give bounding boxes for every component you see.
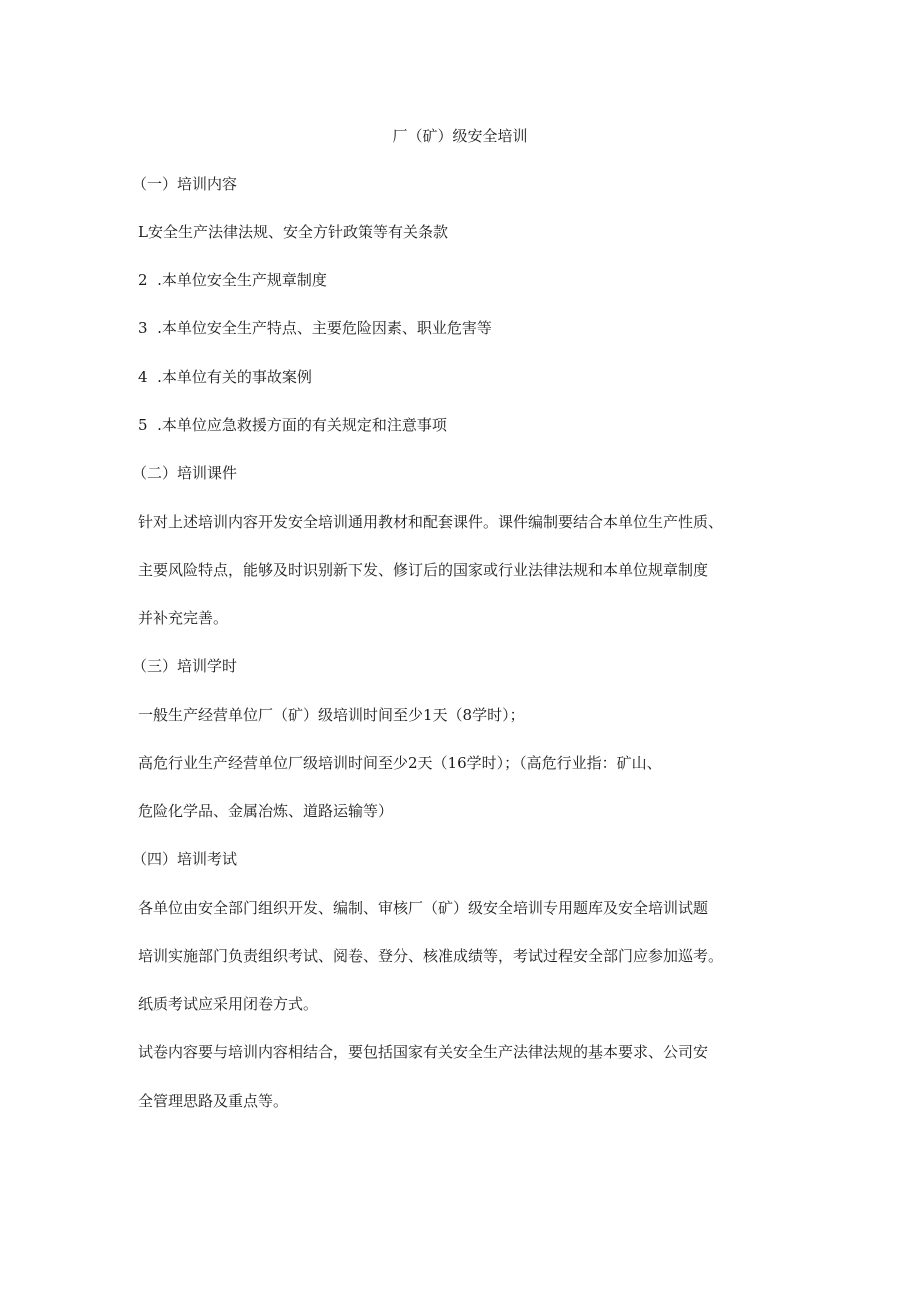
list-item: 5 .本单位应急救援方面的有关规定和注意事项 <box>138 416 447 434</box>
paragraph-line: 一般生产经营单位厂（矿）级培训时间至少1天（8学时）； <box>138 706 525 724</box>
list-item: 2 .本单位安全生产规章制度 <box>138 271 327 289</box>
paragraph-line: 主要风险特点，能够及时识别新下发、修订后的国家或行业法律法规和本单位规章制度 <box>138 561 709 579</box>
list-item: L安全生产法律法规、安全方针政策等有关条款 <box>138 223 448 241</box>
paragraph-line: 全管理思路及重点等。 <box>138 1092 289 1110</box>
paragraph-line: 试卷内容要与培训内容相结合，要包括国家有关安全生产法律法规的基本要求、公司安 <box>138 1043 709 1061</box>
list-item: 4 .本单位有关的事故案例 <box>138 368 312 386</box>
paragraph-line: 并补充完善。 <box>138 609 229 627</box>
paragraph-line: 纸质考试应采用闭卷方式。 <box>138 995 319 1013</box>
paragraph-line: 培训实施部门负责组织考试、阅卷、登分、核准成绩等，考试过程安全部门应参加巡考。 <box>138 947 724 965</box>
list-item: 3 .本单位安全生产特点、主要危险因素、职业危害等 <box>138 319 492 337</box>
section-heading-training-courseware: （二）培训课件 <box>132 464 238 482</box>
paragraph-line: 各单位由安全部门组织开发、编制、审核厂（矿）级安全培训专用题库及安全培训试题 <box>138 899 709 917</box>
paragraph-line: 针对上述培训内容开发安全培训通用教材和配套课件。课件编制要结合本单位生产性质、 <box>138 513 724 531</box>
document-title: 厂（矿）级安全培训 <box>392 127 528 145</box>
section-heading-training-content: （一）培训内容 <box>132 175 238 193</box>
section-heading-training-exam: （四）培训考试 <box>132 850 238 868</box>
paragraph-line: 高危行业生产经营单位厂级培训时间至少2天（16学时）；（高危行业指：矿山、 <box>138 754 662 772</box>
section-heading-training-hours: （三）培训学时 <box>132 657 238 675</box>
paragraph-line: 危险化学品、金属冶炼、道路运输等） <box>138 802 394 820</box>
